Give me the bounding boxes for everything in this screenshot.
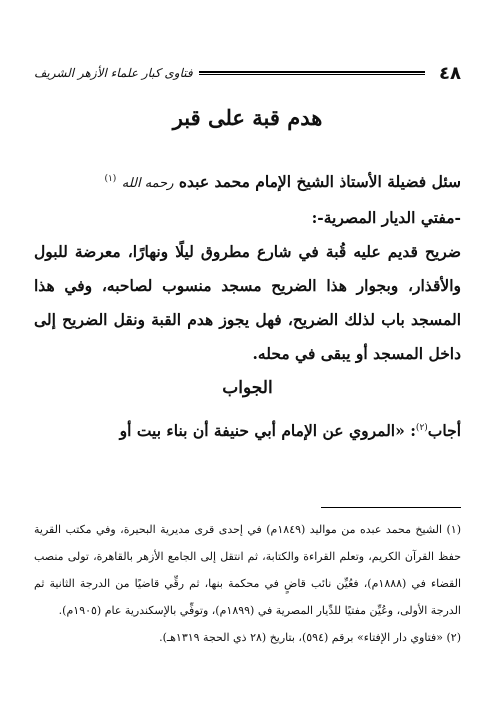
running-title: فتاوى كبار علماء الأزهر الشريف [34,66,193,80]
footnote-ref-1[interactable]: (١) [104,174,117,184]
question-text: ضريح قديم عليه قُبة في شارع مطروق ليلًا ونهارًا، معرضة للبول والأقذار، وبجوار هذا الضريح مسجد منسوب لصاحبه، وفي هذا المسجد باب لذلك الضريح، فهل يجوز هدم القبة ونقل الضريح إلى داخل المسجد أو يبقى في محله. [34,242,461,364]
footnotes [34,516,461,651]
answer-body: : «المروي عن الإمام أبي حنيفة أن بناء بيت أو [119,421,416,441]
page-number: ٤٨ [439,62,461,84]
footnote-ref-2[interactable]: (٢) [415,423,428,434]
question-line2: -مفتي الديار المصرية-: [311,208,461,228]
article-body [34,150,461,448]
footnote-separator [321,507,461,508]
footnote-1: (١) الشيخ محمد عبده من مواليد (١٨٤٩م) في إحدى قرى مديرية البحيرة، وفي مكتب القرية حفظ القرآن الكريم، وتعلم القراءة والكتابة، ثم انتقل إلى الجامع الأزهر بالقاهرة، تولى منصب القضاء في (١٨٨٨م)، فعُيِّن نائب قاضٍ في محكمة بنها، ثم رقِّي قاضيًا من الدرجة الثانية ثم الدرجة الأولى، وعُيِّن مفتيًا للدِّيار المصرية في (١٨٩٩م)، وتوفِّي بالإسكندرية عام (١٩٠٥م). [34,523,462,617]
answer-label: أجاب [427,421,461,441]
article-title: هدم قبة على قبر [172,105,323,130]
answer-text [34,411,461,448]
footnote-2: (٢) «فتاوي دار الإفتاء» برقم (٥٩٤)، بتاريخ (٢٨ ذي الحجة ١٣١٩هـ). [159,631,461,644]
answer-heading: الجواب [222,378,273,399]
question-intro [34,162,461,201]
question-line1: سئل فضيلة الأستاذ الشيخ الإمام محمد عبده [178,172,461,192]
page-header [34,58,461,88]
header-rule [199,71,425,75]
honorific: رحمه الله [121,176,174,192]
